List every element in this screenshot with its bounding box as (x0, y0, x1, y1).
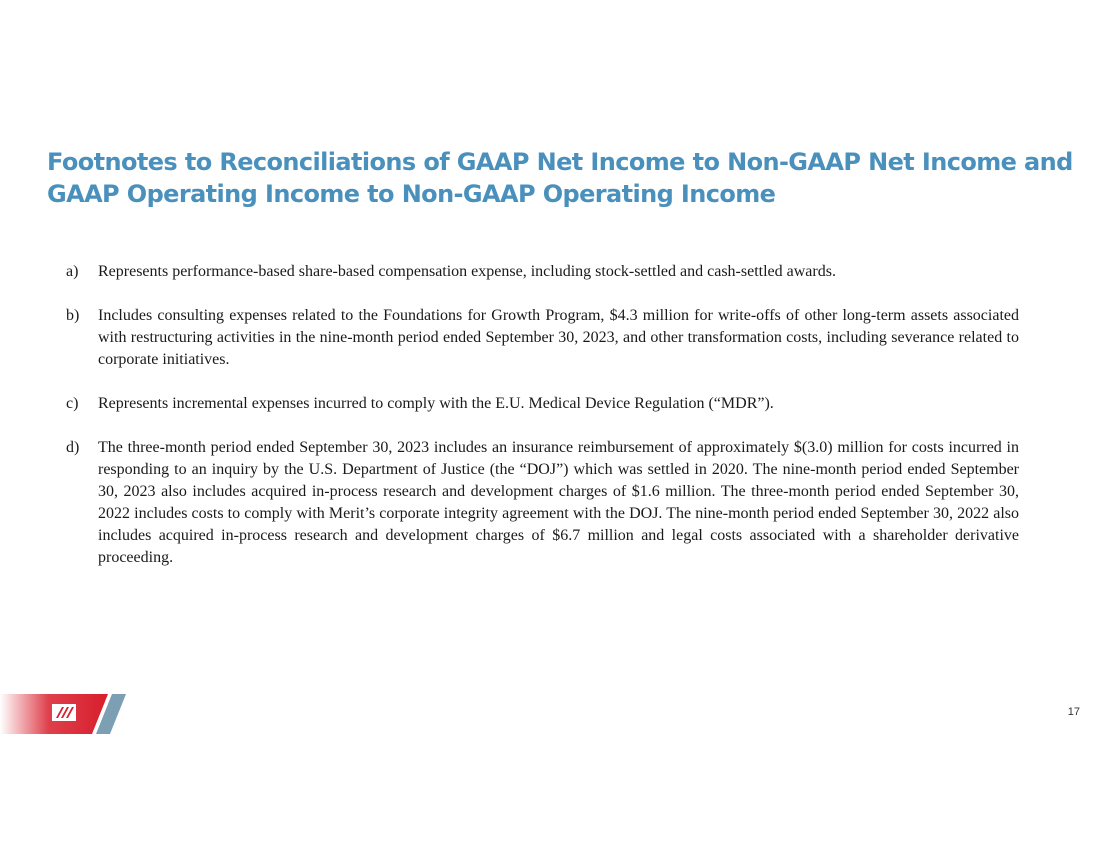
footnote-a (66, 261, 1019, 283)
footnote-text: Represents performance-based share-based compensation expense, including stock-settled and cash-settled awards. (98, 263, 836, 280)
footnote-text: Represents incremental expenses incurred to comply with the E.U. Medical Device Regulation (“MDR”). (98, 395, 774, 412)
slide-title (47, 146, 1073, 210)
footnote-c (66, 393, 1019, 415)
footnote-list (66, 261, 1019, 591)
footnote-b (66, 305, 1019, 371)
footnote-marker: d) (66, 439, 80, 456)
footnote-d (66, 437, 1019, 569)
merit-logo-icon (52, 704, 76, 721)
footnote-marker: b) (66, 307, 80, 324)
page-number: 17 (1067, 706, 1080, 718)
footnote-text: Includes consulting expenses related to the Foundations for Growth Program, $4.3 million for write-offs of other long-term assets associated with restructuring activities in the nine-month period ended September 30, 2023, and other transformation costs, including severance related to corporate initiatives. (98, 307, 1019, 368)
footer-brand-band (0, 694, 140, 734)
footnote-marker: c) (66, 395, 79, 412)
slide-title-line-2: GAAP Operating Income to Non-GAAP Operating Income (47, 180, 776, 208)
footnote-marker: a) (66, 263, 79, 280)
footnote-text: The three-month period ended September 30, 2023 includes an insurance reimbursement of approximately $(3.0) million for costs incurred in responding to an inquiry by the U.S. Department of Justice (the “DOJ”) which was settled in 2020. The nine-month period ended September 30, 2023 also includes acquired in-process research and development charges of $1.6 million. The three-month period ended September 30, 2022 includes costs to comply with Merit’s corporate integrity agreement with the DOJ. The nine-month period ended September 30, 2022 also includes acquired in-process research and development charges of $6.7 million and legal costs associated with a shareholder derivative proceeding. (98, 439, 1019, 566)
slide-title-line-1: Footnotes to Reconciliations of GAAP Net Income to Non-GAAP Net Income and (47, 148, 1073, 176)
